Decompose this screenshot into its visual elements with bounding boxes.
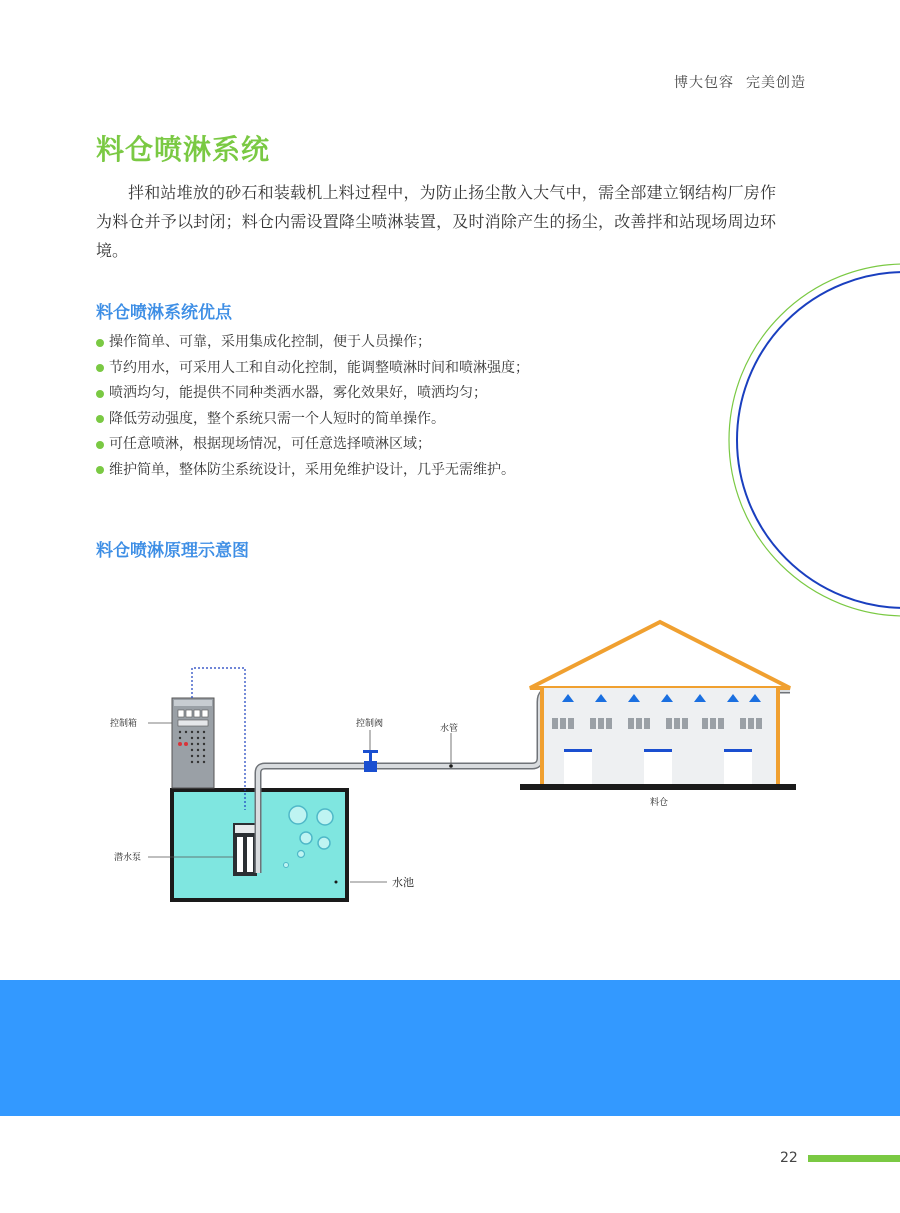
advantages-heading: 料仓喷淋系统优点 bbox=[96, 303, 232, 323]
control-valve bbox=[363, 750, 378, 772]
pool-label: 水池 bbox=[392, 876, 414, 889]
bullet-dot-icon bbox=[96, 415, 104, 423]
blue-footer-band bbox=[0, 980, 900, 1116]
list-item bbox=[96, 356, 529, 382]
list-item bbox=[96, 432, 529, 458]
list-item-text: 节约用水，可采用人工和自动化控制，能调整喷淋时间和喷淋强度； bbox=[109, 359, 529, 376]
control-box-label: 控制箱 bbox=[110, 719, 138, 729]
header-slogan bbox=[674, 72, 806, 92]
page-title: 料仓喷淋系统 bbox=[96, 133, 271, 166]
list-item bbox=[96, 458, 529, 484]
list-item-text: 降低劳动强度，整个系统只需一个人短时的简单操作。 bbox=[109, 410, 445, 427]
sprinkler-principle-diagram bbox=[100, 610, 820, 910]
inner-blue-circle bbox=[737, 272, 900, 608]
intro-paragraph: 拌和站堆放的砂石和装载机上料过程中，为防止扬尘散入大气中，需全部建立钢结构厂房作为料仓并予以封闭；料仓内需设置降尘喷淋装置，及时消除产生的扬尘，改善拌和站现场周边环境。 bbox=[96, 183, 776, 260]
bullet-dot-icon bbox=[96, 441, 104, 449]
list-item bbox=[96, 330, 529, 356]
slogan-part-b: 完美创造 bbox=[746, 75, 806, 91]
list-item bbox=[96, 381, 529, 407]
list-item-text: 可任意喷淋，根据现场情况，可任意选择喷淋区域； bbox=[109, 436, 431, 452]
advantages-list bbox=[96, 330, 529, 483]
water-pipe-label: 水管 bbox=[440, 724, 459, 734]
page-number: 22 bbox=[780, 1150, 798, 1166]
control-box bbox=[172, 698, 214, 788]
outer-green-circle bbox=[729, 264, 900, 616]
submersible-pump bbox=[233, 823, 257, 876]
decorative-circles bbox=[720, 260, 900, 620]
silo-label: 料仓 bbox=[650, 798, 669, 808]
control-valve-label: 控制阀 bbox=[356, 719, 384, 729]
bullet-dot-icon bbox=[96, 364, 104, 372]
bullet-dot-icon bbox=[96, 466, 104, 474]
diagram-heading: 料仓喷淋原理示意图 bbox=[96, 541, 249, 561]
list-item-text: 操作简单、可靠，采用集成化控制，便于人员操作； bbox=[109, 334, 431, 350]
list-item-text: 喷洒均匀，能提供不同种类洒水器，雾化效果好，喷洒均匀； bbox=[109, 385, 487, 401]
submersible-pump-label: 潜水泵 bbox=[114, 853, 142, 863]
list-item bbox=[96, 407, 529, 433]
page-number-bar bbox=[808, 1155, 900, 1162]
list-item-text: 维护简单，整体防尘系统设计，采用免维护设计，几乎无需维护。 bbox=[109, 461, 515, 478]
silo-building bbox=[520, 622, 796, 790]
bullet-dot-icon bbox=[96, 339, 104, 347]
slogan-part-a: 博大包容 bbox=[674, 75, 734, 91]
bullet-dot-icon bbox=[96, 390, 104, 398]
